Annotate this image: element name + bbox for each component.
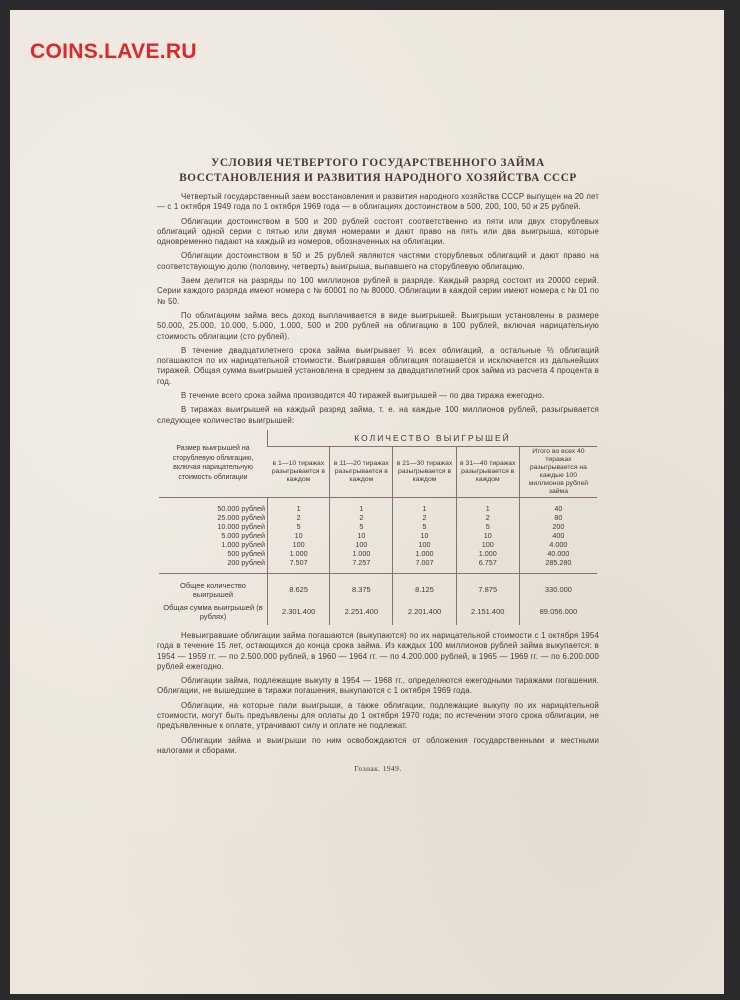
table-cell: 2 [456, 513, 519, 522]
table-cell: 6.757 [456, 558, 519, 574]
paragraph-prizes: По облигациям займа весь доход выплачивается в виде выигрышей. Выигрыши установлены в размере 50.000, 25.000, 10.000, 5.000, 1.000, 500 и 200 рублей на облигацию в 100 рублей, включая нарицательную стоимость облигации (сто рублей). [157, 310, 599, 341]
title-line-2: ВОССТАНОВЛЕНИЯ И РАЗВИТИЯ НАРОДНОГО ХОЗЯЙСТВА СССР [179, 172, 577, 184]
table-cell: 5 [393, 522, 456, 531]
column-header: в 31—40 тиражах разыгрывается в каждом [456, 446, 519, 497]
paragraph-draw-count: В течение всего срока займа производится 40 тиражей выигрышей — по два тиража ежегодно. [181, 391, 545, 401]
table-cell: 8.625 [268, 573, 330, 600]
table-cell: 2.301.400 [268, 600, 330, 625]
table-cell: 7.257 [330, 558, 393, 574]
document-title [157, 156, 599, 186]
prize-size-label: 10.000 рублей [217, 521, 265, 531]
total-sum-row [159, 600, 597, 625]
table-cell: 1 [268, 497, 330, 513]
table-group-header: КОЛИЧЕСТВО ВЫИГРЫШЕЙ [268, 430, 598, 447]
table-cell: 80 [519, 513, 597, 522]
paragraph-redemption-draws: Облигации займа, подлежащие выкупу в 1954 — 1968 гг., определяются ежегодными тиражами погашения. Облигации, не вышедшие в тиражи погашения, выкупаются с 1 октября 1969 года. [157, 676, 599, 696]
table-row [159, 558, 597, 574]
table-cell: 200 [519, 522, 597, 531]
table-cell: 5 [456, 522, 519, 531]
prize-table [159, 430, 597, 625]
table-cell: 2 [268, 513, 330, 522]
table-cell: 100 [268, 540, 330, 549]
table-cell: 285.280 [519, 558, 597, 574]
prize-size-label: 25.000 рублей [217, 512, 265, 522]
table-cell: 40 [519, 497, 597, 513]
table-cell: 1.000 [268, 549, 330, 558]
table-cell: 8.125 [393, 573, 456, 600]
table-cell: 10 [268, 531, 330, 540]
table-cell: 330.000 [519, 573, 597, 600]
table-cell: 1.000 [393, 549, 456, 558]
table-cell: 1 [456, 497, 519, 513]
table-cell: 2.151.400 [456, 600, 519, 625]
table-cell: 7.875 [456, 573, 519, 600]
paragraph-tax-exemption: Облигации займа и выигрыши по ним освобождаются от обложения государственными и местными налогами и сборами. [157, 735, 599, 755]
table-cell: 8.375 [330, 573, 393, 600]
paragraph-small-denominations: Облигации достоинством в 50 и 25 рублей являются частями сторублевых облигаций и дают право на соответствующую долю (половину, четверть) выигрыша, выпавшего на сторублевую облигацию. [157, 251, 599, 271]
column-header: в 11—20 тиражах разыгрывается в каждом [330, 446, 393, 497]
total-sum-label: Общая сумма выигрышей (в рублях) [163, 602, 263, 621]
table-cell: 10 [456, 531, 519, 540]
watermark-text: COINS.LAVE.RU [30, 40, 197, 63]
table-cell: 100 [393, 540, 456, 549]
table-cell: 40.000 [519, 549, 597, 558]
prize-size-label: 5.000 рублей [221, 530, 265, 540]
table-row-header: Размер выигрышей на сторублевую облигацию, включая нарицательную стоимость облигации [159, 430, 268, 498]
table-cell: 89.056.000 [519, 600, 597, 625]
table-row [159, 522, 597, 531]
table-row [159, 531, 597, 540]
table-cell: 7.007 [393, 558, 456, 574]
bond-reverse-sheet [10, 10, 724, 994]
total-count-row [159, 573, 597, 600]
table-cell: 5 [268, 522, 330, 531]
column-header: в 1—10 тиражах разыгрывается в каждом [268, 446, 330, 497]
table-cell: 1.000 [330, 549, 393, 558]
paragraph-table-intro: В тиражах выигрышей на каждый разряд займа, т. е. на каждые 100 миллионов рублей, разыгрывается следующее количество выигрышей: [157, 405, 599, 425]
table-cell: 1 [393, 497, 456, 513]
table-row [159, 540, 597, 549]
table-row [159, 549, 597, 558]
table-cell: 7.507 [268, 558, 330, 574]
table-cell: 1 [330, 497, 393, 513]
prize-size-label: 1.000 рублей [221, 539, 265, 549]
table-cell: 10 [393, 531, 456, 540]
prize-size-label: 50.000 рублей [217, 503, 265, 513]
paragraph-series: Заем делится на разряды по 100 миллионов рублей в разряде. Каждый разряд состоит из 20000 серий. Серии каждого разряда имеют номера с № 60001 по № 80000. Облигации в каждой серии имеют номера с № 01 по № 50. [157, 276, 599, 306]
table-cell: 2 [330, 513, 393, 522]
paragraph-redemption: Невыигравшие облигации займа погашаются (выкупаются) по их нарицательной стоимости с 1 октября 1954 года в течение 15 лет, остающихся до конца срока займа. Из каждых 100 миллионов рублей займа выкупается: в 1954 — 1959 гг. — по 2.500.000 рублей, в 1960 — 1964 гг. — по 4.200.000 рублей, в 1965 — 1969 гг. — по 6.200.000 рублей ежегодно. [157, 630, 599, 671]
table-cell: 10 [330, 531, 393, 540]
prize-size-label: 500 рублей [227, 548, 265, 558]
column-header: в 21—30 тиражах разыгрывается в каждом [393, 446, 456, 497]
table-cell: 1.000 [456, 549, 519, 558]
title-line-1: УСЛОВИЯ ЧЕТВЕРТОГО ГОСУДАРСТВЕННОГО ЗАЙМА [211, 157, 545, 169]
prize-size-label: 200 рублей [159, 558, 268, 574]
column-header-total: Итого во всех 40 тиражах разыгрывается на каждые 100 миллионов рублей займа [519, 446, 597, 497]
table-row [159, 497, 597, 513]
table-cell: 2 [393, 513, 456, 522]
table-cell: 100 [330, 540, 393, 549]
paragraph-win-share: В течение двадцатилетнего срока займа выигрывает ⅓ всех облигаций, а остальные ⅔ облигаций погашаются по их нарицательной стоимости. Выигравшая облигация погашается и исключается из дальнейших тиражей. Общая сумма выигрышей установлена в среднем за двадцатилетний срок займа из расчета 4 процента в год. [157, 345, 599, 386]
table-cell: 2.251.400 [330, 600, 393, 625]
table-cell: 5 [330, 522, 393, 531]
total-count-label: Общее количество выигрышей [180, 580, 246, 599]
table-cell: 400 [519, 531, 597, 540]
table-row [159, 513, 597, 522]
table-cell: 4.000 [519, 540, 597, 549]
printer-imprint: Гознак. 1949. [354, 764, 402, 774]
bond-conditions-document [157, 156, 599, 773]
paragraph-payment-deadline: Облигации, на которые пали выигрыши, а также облигации, подлежащие выкупу по их нарицательной стоимости, могут быть предъявлены для оплаты до 1 октября 1970 года; по истечении этого срока облигации, не предъявленные к оплате, утрачивают силу и оплате не подлежат. [157, 700, 599, 731]
paragraph-term: Четвертый государственный заем восстановления и развития народного хозяйства СССР выпущен на 20 лет — с 1 октября 1949 года по 1 октября 1969 года — в облигациях достоинством в 500, 200, 100, 50 и 25 рублей. [157, 192, 599, 212]
table-cell: 100 [456, 540, 519, 549]
paragraph-large-denominations: Облигации достоинством в 500 и 200 рублей состоят соответственно из пяти или двух сторублевых облигаций одной серии с пятью или двумя номерами и дают право на пять или два выигрыша, которые одновременно падают на каждый из номеров, обозначенных на облигации. [157, 216, 599, 247]
table-cell: 2.201.400 [393, 600, 456, 625]
